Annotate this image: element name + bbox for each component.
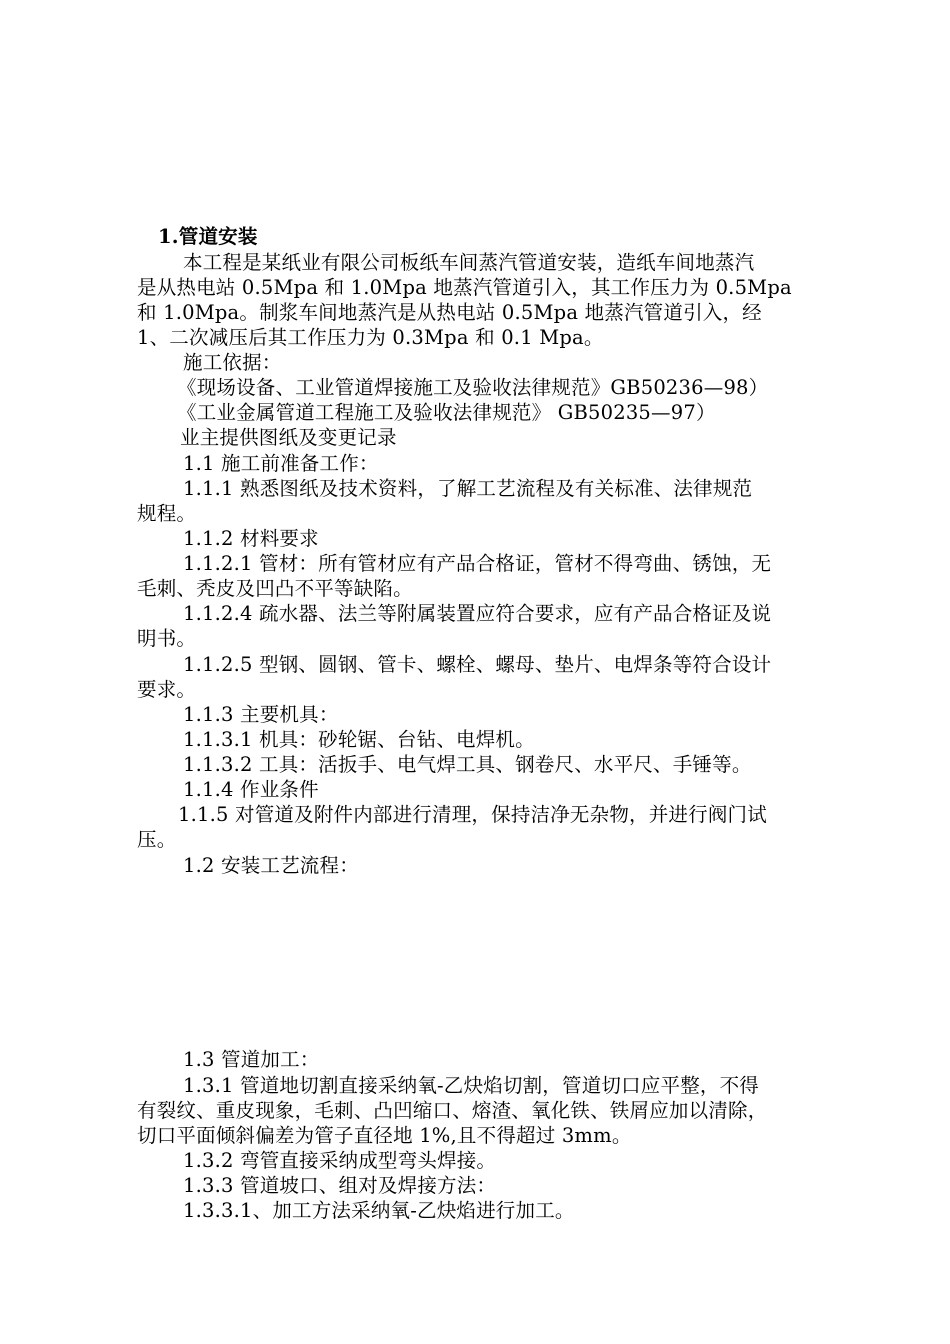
- paragraph-line: 本工程是某纸业有限公司板纸车间蒸汽管道安装，造纸车间地蒸汽: [183, 251, 755, 274]
- paragraph-line: 1.3.2 弯管直接采纳成型弯头焊接。: [183, 1149, 497, 1172]
- paragraph-line: 1.1.2.5 型钢、圆钢、管卡、螺栓、螺母、垫片、电焊条等符合设计: [183, 653, 772, 676]
- paragraph-line: 切口平面倾斜偏差为管子直径地 1%,且不得超过 3mm。: [137, 1124, 632, 1147]
- paragraph-line: 有裂纹、重皮现象，毛刺、凸凹缩口、熔渣、氧化铁、铁屑应加以清除，: [137, 1099, 768, 1122]
- paragraph-line: 压。: [137, 828, 177, 851]
- section-heading: 1.管道安装: [158, 225, 258, 248]
- paragraph-line: 1.1.3.2 工具：活扳手、电气焊工具、钢卷尺、水平尺、手锤等。: [183, 753, 752, 776]
- paragraph-line: 要求。: [137, 678, 197, 701]
- paragraph-line: 1.3.1 管道地切割直接采纳氧-乙炔焰切割，管道切口应平整，不得: [183, 1074, 760, 1097]
- paragraph-line: 1.1.4 作业条件: [183, 778, 319, 801]
- paragraph-line: 1.1.3.1 机具：砂轮锯、台钻、电焊机。: [183, 728, 535, 751]
- paragraph-line: 明书。: [137, 627, 197, 650]
- paragraph-line: 1.1.2.4 疏水器、法兰等附属装置应符合要求，应有产品合格证及说: [183, 602, 772, 625]
- paragraph-line: 1、二次减压后其工作压力为 0.3Mpa 和 0.1 Mpa。: [137, 326, 604, 349]
- paragraph-line: 毛刺、秃皮及凹凸不平等缺陷。: [137, 577, 413, 600]
- paragraph-line: 业主提供图纸及变更记录: [180, 426, 397, 449]
- paragraph-line: 1.3.3.1、加工方法采纳氧-乙炔焰进行加工。: [183, 1199, 575, 1222]
- paragraph-line: 1.2 安装工艺流程：: [183, 854, 359, 877]
- paragraph-line: 1.1.1 熟悉图纸及技术资料，了解工艺流程及有关标准、法律规范: [183, 477, 753, 500]
- paragraph-line: 是从热电站 0.5Mpa 和 1.0Mpa 地蒸汽管道引入，其工作压力为 0.5Mpa: [137, 276, 792, 299]
- paragraph-line: 1.1.5 对管道及附件内部进行清理，保持洁净无杂物，并进行阀门试: [178, 803, 767, 826]
- paragraph-line: 施工依据：: [183, 351, 282, 374]
- paragraph-line: 《工业金属管道工程施工及验收法律规范》 GB50235—97）: [177, 401, 716, 424]
- paragraph-line: 规程。: [137, 502, 197, 525]
- paragraph-line: 1.1 施工前准备工作：: [183, 452, 379, 475]
- paragraph-line: 1.3.3 管道坡口、组对及焊接方法：: [183, 1174, 497, 1197]
- paragraph-line: 1.3 管道加工：: [183, 1048, 320, 1071]
- paragraph-line: 1.1.3 主要机具：: [183, 703, 339, 726]
- paragraph-line: 《现场设备、工业管道焊接施工及验收法律规范》GB50236—98）: [177, 376, 769, 399]
- paragraph-line: 和 1.0Mpa。制浆车间地蒸汽是从热电站 0.5Mpa 地蒸汽管道引入，经: [137, 301, 762, 324]
- paragraph-line: 1.1.2 材料要求: [183, 527, 319, 550]
- paragraph-line: 1.1.2.1 管材：所有管材应有产品合格证，管材不得弯曲、锈蚀，无: [183, 552, 772, 575]
